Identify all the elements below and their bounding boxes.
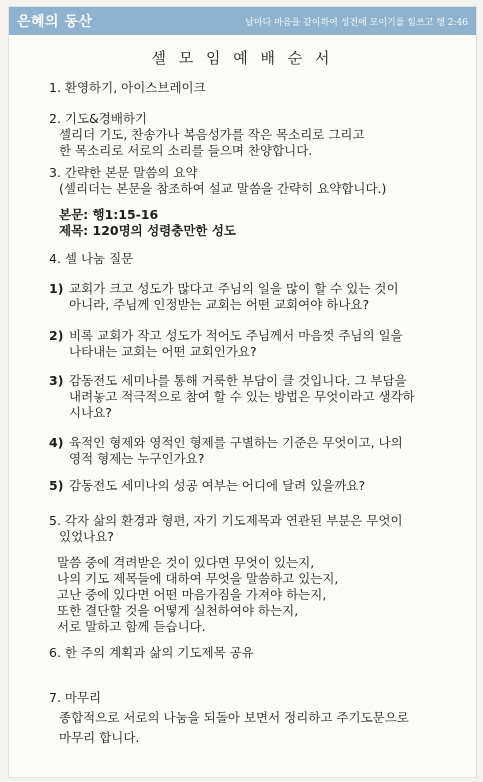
section-6 [49,645,459,661]
question-line: 육적인 형제와 영적인 형제를 구별하는 기준은 무엇이고, 나의 [69,435,403,450]
question-1 [49,281,459,313]
question-number: 2) [49,328,64,343]
section-1-text: 1. 환영하기, 아이스브레이크 [49,80,206,95]
question-number: 5) [49,478,64,493]
question-line: 아니라, 주님께 인정받는 교회는 어떤 교회여야 하나요? [69,297,370,312]
section-7-line-2: 마무리 합니다. [59,730,140,745]
brand-title: 은혜의 동산 [17,14,93,30]
section-2 [49,111,459,159]
question-line: 시나요? [69,405,112,420]
question-3 [49,373,459,421]
section-7-heading: 7. 마무리 [49,690,102,705]
question-line: 교회가 크고 성도가 많다고 주님의 일을 많이 할 수 있는 것이 [69,281,399,296]
content [9,35,476,745]
question-line: 감동전도 세미나의 성공 여부는 어디에 달려 있을까요? [69,478,366,493]
scripture-text: 본문: 행1:15-16 [59,207,159,222]
section-3 [49,165,459,239]
section-4 [49,251,459,267]
question-line: 나타내는 교회는 어떤 교회인가요? [69,344,257,359]
question-4 [49,435,459,467]
section-1 [49,80,459,96]
section-5-heading-cont: 있었나요? [59,529,114,544]
question-number: 4) [49,435,64,450]
section-2-heading: 2. 기도&경배하기 [49,111,148,126]
section-3-note: (셀리더는 본문을 참조하여 설교 말씀을 간략히 요약합니다.) [59,181,387,196]
section-5 [49,513,459,635]
meditation-list [49,555,459,635]
meditation-line: 고난 중에 있다면 어떤 마음가짐을 가져야 하는지, [57,587,327,602]
section-2-line-1: 셀리더 기도, 찬송가나 복음성가를 작은 목소리로 그리고 [59,127,365,142]
header-verse: 날마다 마음을 같이하여 성전에 모이기를 힘쓰고 행 2:46 [245,17,468,28]
question-line: 내려놓고 적극적으로 참여 할 수 있는 방법은 무엇이라고 생각하 [69,389,415,404]
question-2 [49,328,459,360]
question-5 [49,478,459,494]
section-3-heading: 3. 간략한 본문 말씀의 요약 [49,165,198,180]
question-number: 3) [49,373,64,388]
worship-order-page [8,6,477,778]
meditation-line: 또한 결단할 것을 어떻게 실천하여야 하는지, [57,603,299,618]
meditation-line: 서로 말하고 함께 듣습니다. [57,619,206,634]
question-line: 영적 형제는 누구인가요? [69,451,205,466]
question-line: 감동전도 세미나를 통해 거룩한 부담이 클 것입니다. 그 부담을 [69,373,407,388]
question-line: 비록 교회가 작고 성도가 적어도 주님께서 마음껏 주님의 일을 [69,328,403,343]
sermon-subject: 제목: 120명의 성령충만한 성도 [59,223,236,238]
section-2-line-2: 한 목소리로 서로의 소리를 들으며 찬양합니다. [59,143,313,158]
page-title: 셀 모 임 예 배 순 서 [151,49,334,67]
header-bar [9,7,476,35]
section-7 [49,690,459,746]
meditation-line: 나의 기도 제목들에 대하여 무엇을 말씀하고 있는지, [57,571,339,586]
section-4-heading: 4. 셀 나눔 질문 [49,251,134,266]
section-5-heading: 5. 각자 삶의 환경과 형편, 자기 기도제목과 연관된 부분은 무엇이 [49,513,403,528]
section-7-line-1: 종합적으로 서로의 나눔을 되돌아 보면서 정리하고 주기도문으로 [59,710,409,725]
question-number: 1) [49,281,64,296]
meditation-line: 말씀 중에 격려받은 것이 있다면 무엇이 있는지, [57,555,315,570]
section-6-text: 6. 한 주의 계획과 삶의 기도제목 공유 [49,645,254,660]
